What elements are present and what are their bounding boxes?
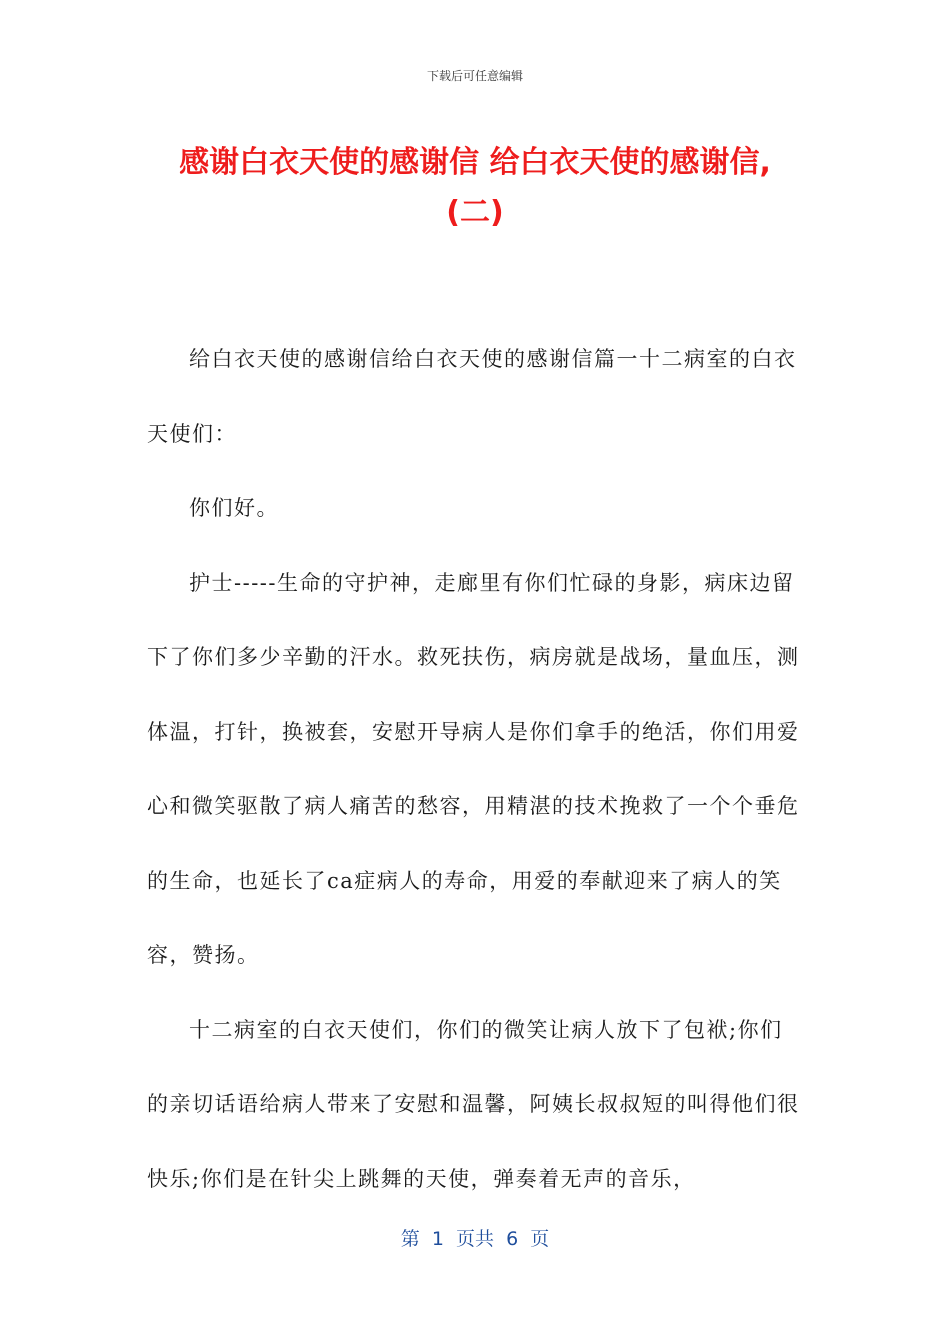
paragraph-ward-twelve: 十二病室的白衣天使们，你们的微笑让病人放下了包袱;你们的亲切话语给病人带来了安慰和温馨，阿姨长叔叔短的叫得他们很快乐;你们是在针尖上跳舞的天使，弹奏着无声的音乐， — [147, 1017, 800, 1191]
header-note: 下载后可任意编辑 — [426, 69, 523, 83]
title-line-2: (二) — [446, 195, 504, 230]
paragraph-salutation: 给白衣天使的感谢信给白衣天使的感谢信篇一十二病室的白衣天使们： — [147, 347, 797, 446]
title-line-1: 感谢白衣天使的感谢信 给白衣天使的感谢信, — [179, 145, 771, 180]
page-number: 第 1 页共 6 页 — [400, 1228, 550, 1250]
paragraph-nurses: 护士-----生命的守护神，走廊里有你们忙碌的身影，病床边留下了你们多少辛勤的汗水。救死扶伤，病房就是战场，量血压，测体温，打针，换被套，安慰开导病人是你们拿手的绝活，你们用爱心和微笑驱散了病人痛苦的愁容，用精湛的技术挽救了一个个垂危的生命，也延长了ca症病人的寿命，用爱的奉献迎来了病人的笑容，赞扬。 — [147, 570, 800, 967]
document-title — [120, 138, 830, 238]
paragraph-greeting: 你们好。 — [189, 496, 279, 520]
document-body — [147, 322, 805, 1216]
